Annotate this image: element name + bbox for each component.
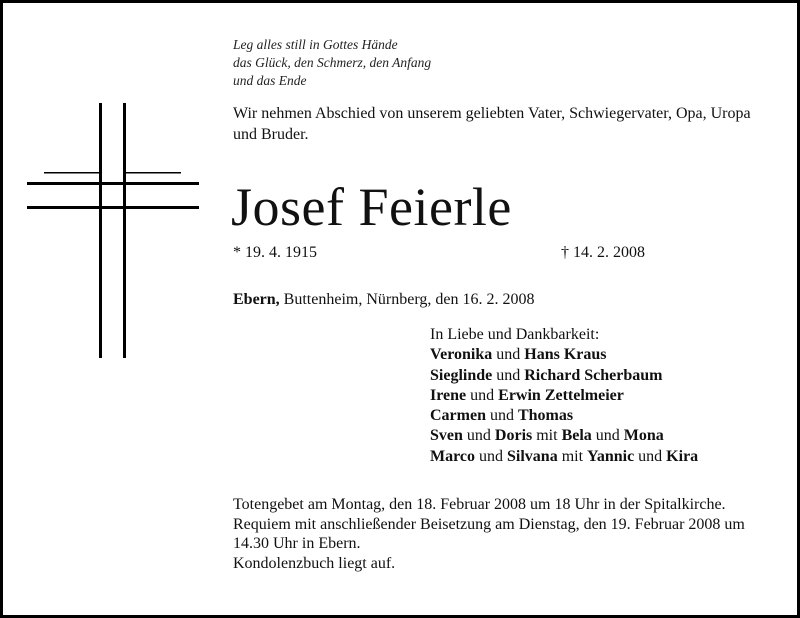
mourner-line — [430, 406, 698, 426]
mourner-name: Marco — [430, 447, 476, 465]
mourner-connector: und — [485, 407, 518, 425]
birth-date: * 19. 4. 1915 — [233, 244, 317, 261]
mourner-line — [430, 447, 698, 467]
mourner-rows — [430, 345, 698, 467]
intro-text: Wir nehmen Abschied von unserem geliebten Vater, Schwiegervater, Opa, Uropa und Bruder. — [233, 105, 751, 143]
mourner-connector: und — [634, 447, 667, 465]
mourner-name: Sven — [430, 427, 463, 445]
mourner-connector: und — [492, 366, 525, 384]
mourner-name: Hans Kraus — [524, 346, 607, 364]
mourner-connector: und — [466, 386, 499, 404]
verse-line: und das Ende — [233, 73, 307, 88]
mourner-line — [430, 345, 698, 365]
mourner-connector: mit — [532, 427, 562, 445]
mourner-connector: und — [492, 346, 525, 364]
mourner-name: Erwin Zettelmeier — [498, 386, 624, 404]
mourners-list — [430, 325, 698, 467]
place-date-line — [233, 291, 534, 309]
mourners-heading: In Liebe und Dankbarkeit: — [430, 326, 600, 343]
service-line: Kondolenzbuch liegt auf. — [233, 554, 396, 572]
mourner-name: Silvana — [507, 447, 558, 465]
verse-line: das Glück, den Schmerz, den Anfang — [233, 55, 432, 70]
verse — [233, 36, 431, 90]
mourner-name: Richard Scherbaum — [524, 366, 663, 384]
mourner-name: Doris — [494, 427, 533, 445]
mourner-connector: und — [462, 427, 495, 445]
service-line: Totengebet am Montag, den 18. Februar 2008 um 18 Uhr in der Spitalkirche. — [233, 496, 726, 513]
verse-line: Leg alles still in Gottes Hände — [233, 37, 398, 52]
mourner-name: Bela — [561, 427, 592, 445]
place-rest: Buttenheim, Nürnberg, den 16. 2. 2008 — [279, 291, 535, 308]
mourner-line — [430, 386, 698, 406]
mourner-connector: und — [591, 427, 624, 445]
mourner-name: Mona — [623, 427, 664, 445]
place-bold: Ebern, — [233, 291, 280, 308]
mourner-name: Irene — [430, 386, 467, 404]
mourner-connector: mit — [557, 447, 588, 465]
mourner-name: Carmen — [430, 407, 486, 425]
service-line: Requiem mit anschließender Beisetzung am Dienstag, den 19. Februar 2008 um 14.30 Uhr in Ebern. — [233, 515, 745, 553]
mourner-line — [430, 426, 698, 446]
mourner-name: Yannic — [587, 447, 635, 465]
mourner-name: Thomas — [517, 407, 574, 425]
deceased-name: Josef Feierle — [231, 177, 512, 237]
mourner-name: Sieglinde — [430, 366, 493, 384]
cross-icon — [27, 103, 199, 358]
mourner-name: Kira — [666, 447, 699, 465]
mourner-line — [430, 366, 698, 386]
death-date: † 14. 2. 2008 — [561, 244, 645, 261]
mourner-connector: und — [475, 447, 508, 465]
service-info — [233, 495, 763, 573]
mourner-name: Veronika — [430, 346, 493, 364]
